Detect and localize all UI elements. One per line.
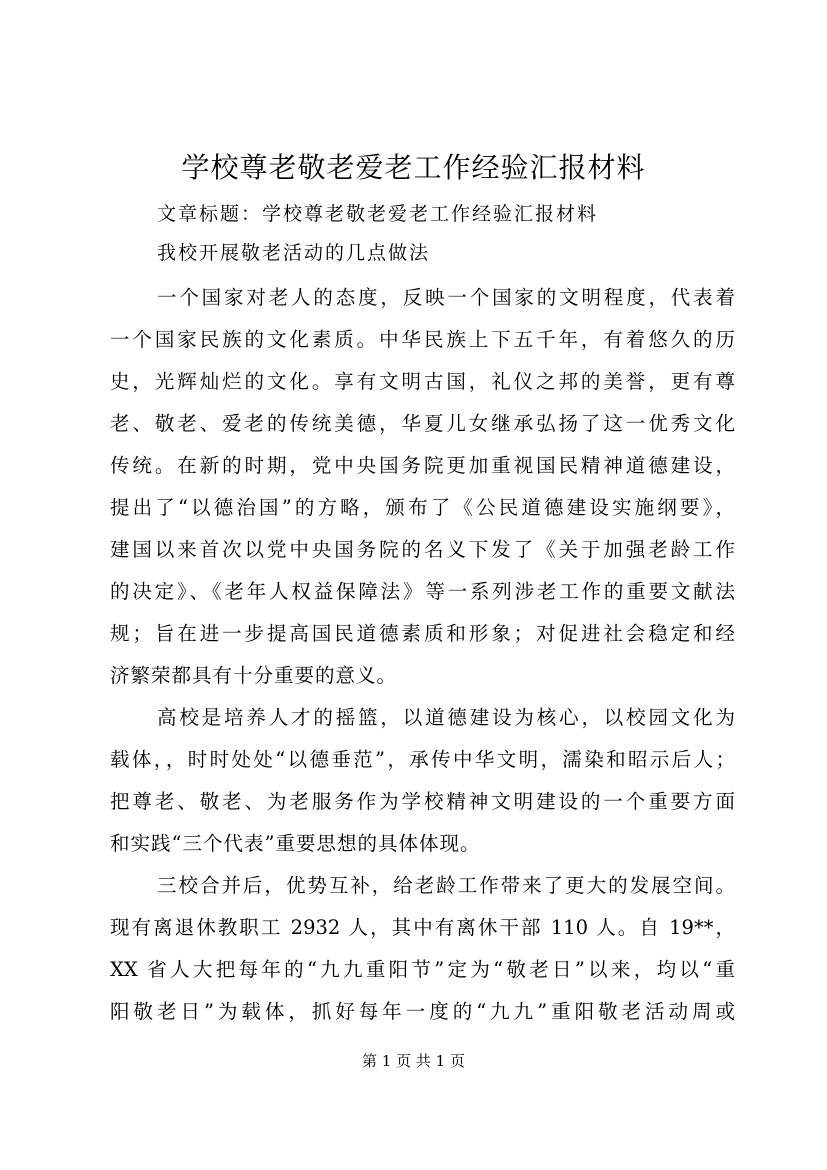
paragraph-3-line: 阳敬老日”为载体，抓好每年一度的“九九”重阳敬老活动周或 — [110, 1000, 735, 1023]
paragraph-1-line: 建国以来首次以党中央国务院的名义下发了《关于加强老龄工作 — [110, 538, 735, 561]
paragraph-1-line: 济繁荣都具有十分重要的意义。 — [110, 664, 398, 687]
paragraph-1-line: 史，光辉灿烂的文化。享有文明古国，礼仪之邦的美誉，更有尊 — [110, 370, 735, 393]
page-footer: 第 1 页 共 1 页 — [362, 1052, 465, 1070]
paragraph-3-line: 现有离退休教职工 2932 人，其中有离休干部 110 人。自 19**， — [110, 916, 735, 939]
paragraph-2-line: 高校是培养人才的摇篮，以道德建设为核心，以校园文化为 — [157, 706, 735, 729]
paragraph-2-line: 载体，，时时处处“以德垂范”，承传中华文明，濡染和昭示后人； — [110, 748, 735, 771]
section-heading: 我校开展敬老活动的几点做法 — [157, 242, 431, 264]
paragraph-2-line: 和实践“三个代表”重要思想的具体体现。 — [110, 832, 481, 855]
paragraph-1-line: 传统。在新的时期，党中央国务院更加重视国民精神道德建设， — [110, 454, 735, 477]
paragraph-1-line: 规；旨在进一步提高国民道德素质和形象；对促进社会稳定和经 — [110, 622, 735, 645]
paragraph-1-line: 一个国家对老人的态度，反映一个国家的文明程度，代表着 — [157, 286, 735, 309]
paragraph-1-line: 一个国家民族的文化素质。中华民族上下五千年，有着悠久的历 — [110, 328, 735, 351]
paragraph-1-line: 老、敬老、爱老的传统美德，华夏儿女继承弘扬了这一优秀文化 — [110, 412, 735, 435]
paragraph-1-line: 提出了“以德治国”的方略，颁布了《公民道德建设实施纲要》， — [110, 496, 735, 519]
document-title: 学校尊老敬老爱老工作经验汇报材料 — [181, 151, 646, 184]
paragraph-1-line: 的决定》、《老年人权益保障法》等一系列涉老工作的重要文献法 — [110, 580, 735, 603]
article-title-line: 文章标题：学校尊老敬老爱老工作经验汇报材料 — [157, 203, 599, 225]
paragraph-3-line: XX 省人大把每年的“九九重阳节”定为“敬老日”以来，均以“重 — [110, 958, 735, 981]
paragraph-3-line: 三校合并后，优势互补，给老龄工作带来了更大的发展空间。 — [157, 874, 735, 897]
paragraph-2-line: 把尊老、敬老、为老服务作为学校精神文明建设的一个重要方面 — [110, 790, 735, 813]
